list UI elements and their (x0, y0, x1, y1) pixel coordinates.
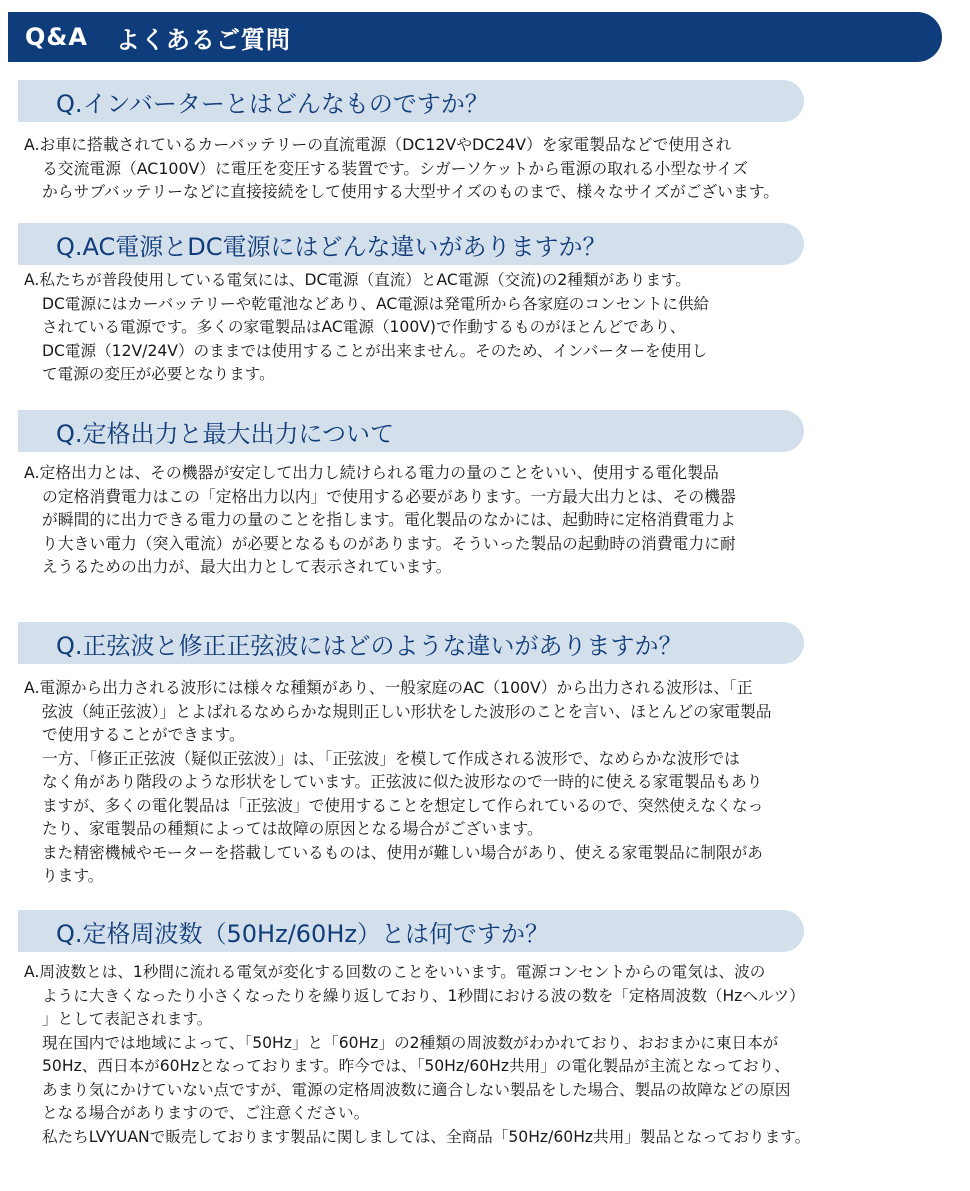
answer-line: ります。 (42, 866, 104, 885)
answer-line: 弦波（純正弦波）」とよばれるなめらかな規則正しい形状をした波形のことを言い、ほとんどの家電製品 (42, 701, 772, 721)
answer-line: り大きい電力（突入電流）が必要となるものがあります。そういった製品の起動時の消費電力に耐 (42, 533, 736, 553)
answer-line: る交流電源（AC100V）に電圧を変圧する装置です。シガーソケットから電源の取れる小型なサイズ (42, 158, 749, 178)
answer-line: また精密機械やモーターを搭載しているものは、使用が難しい場合があり、使える家電製品に制限があ (42, 842, 763, 862)
answer-line: 私たちLVYUANで販売しております製品に関しましては、全商品「50Hz/60Hz共用」製品となっております。 (42, 1127, 811, 1146)
header-label: Q&A (25, 23, 88, 51)
answer-rated-output (24, 461, 964, 579)
answer-line: DC電源（12V/24V）のままでは使用することが出来ません。そのため、インバーターを使用し (42, 341, 708, 360)
answer-ac-dc (24, 269, 964, 387)
answer-line: たり、家電製品の種類によっては故障の原因となる場合がございます。 (42, 819, 543, 838)
answer-line: あまり気にかけていない点ですが、電源の定格周波数に適合しない製品をした場合、製品の故障などの原因 (42, 1080, 791, 1099)
answer-line: 50Hz、西日本が60Hzとなっております。昨今では、「50Hz/60Hz共用」の電化製品が主流となっており、 (42, 1057, 790, 1075)
answer-frequency (24, 961, 964, 1149)
answer-line: A.私たちが普段使用している電気には、DC電源（直流）とAC電源（交流)の2種類があります。 (24, 271, 691, 289)
answer-line: A.電源から出力される波形には様々な種類があり、一般家庭のAC（100V）から出力される波形は、「正 (24, 678, 753, 697)
answer-line: が瞬間的に出力できる電力の量のことを指します。電化製品のなかには、起動時に定格消費電力よ (42, 510, 736, 529)
question-heading-sine-wave: Q.正弦波と修正正弦波にはどのような違いがありますか？ (18, 622, 804, 664)
answer-line: A.周波数とは、1秒間に流れる電気が変化する回数のことをいいます。電源コンセントからの電気は、波の (24, 963, 766, 981)
answer-line: えうるための出力が、最大出力として表示されています。 (42, 557, 452, 576)
answer-line: 一方、「修正正弦波（疑似正弦波）」は、「正弦波」を模して作成される波形で、なめらかな波形では (42, 748, 740, 768)
question-heading-inverter: Q.インバーターとはどんなものですか？ (18, 80, 804, 122)
answer-line: A.定格出力とは、その機器が安定して出力し続けられる電力の量のことをいい、使用する電化製品 (24, 463, 719, 482)
answer-line: となる場合がありますので、ご注意ください。 (42, 1104, 370, 1122)
answer-line: A.お車に搭載されているカーバッテリーの直流電源（DC12VやDC24V）を家電製品などで使用され (24, 135, 732, 154)
answer-line: の定格消費電力はこの「定格出力以内」で使用する必要があります。一方最大出力とは、その機器 (42, 486, 736, 506)
answer-line: 現在国内では地域によって、「50Hz」と「60Hz」の2種類の周波数がわかれており、おおまかに東日本が (42, 1033, 779, 1052)
page-header (8, 12, 942, 62)
answer-sine-wave (24, 676, 964, 888)
header-title: よくあるご質問 (115, 25, 291, 54)
answer-line: て電源の変圧が必要となります。 (42, 365, 275, 383)
answer-line: ますが、多くの電化製品は「正弦波」で使用することを想定して作られているので、突然使えなくなっ (42, 795, 764, 815)
question-heading-rated-output: Q.定格出力と最大出力について (18, 410, 804, 452)
question-heading-frequency: Q.定格周波数（50Hz/60Hz）とは何ですか？ (18, 910, 804, 952)
answer-line: されている電源です。多くの家電製品はAC電源（100V)で作動するものがほとんどであり、 (42, 318, 686, 336)
answer-line: ように大きくなったり小さくなったりを繰り返しており、1秒間における波の数を「定格周波数（Hzヘルツ） (42, 986, 805, 1005)
answer-line: で使用することができます。 (42, 725, 245, 744)
answer-line: からサブバッテリーなどに直接接続をして使用する大型サイズのものまで、様々なサイズがございます。 (42, 182, 780, 201)
question-heading-ac-dc: Q.AC電源とDC電源にはどんな違いがありますか？ (18, 223, 804, 265)
answer-line: 」として表記されます。 (42, 1010, 213, 1028)
answer-inverter (24, 133, 964, 204)
answer-line: なく角があり階段のような形状をしています。正弦波に似た波形なので一時的に使える家電製品もあり (42, 772, 763, 791)
answer-line: DC電源にはカーバッテリーや乾電池などあり、AC電源は発電所から各家庭のコンセントに供給 (42, 294, 710, 313)
